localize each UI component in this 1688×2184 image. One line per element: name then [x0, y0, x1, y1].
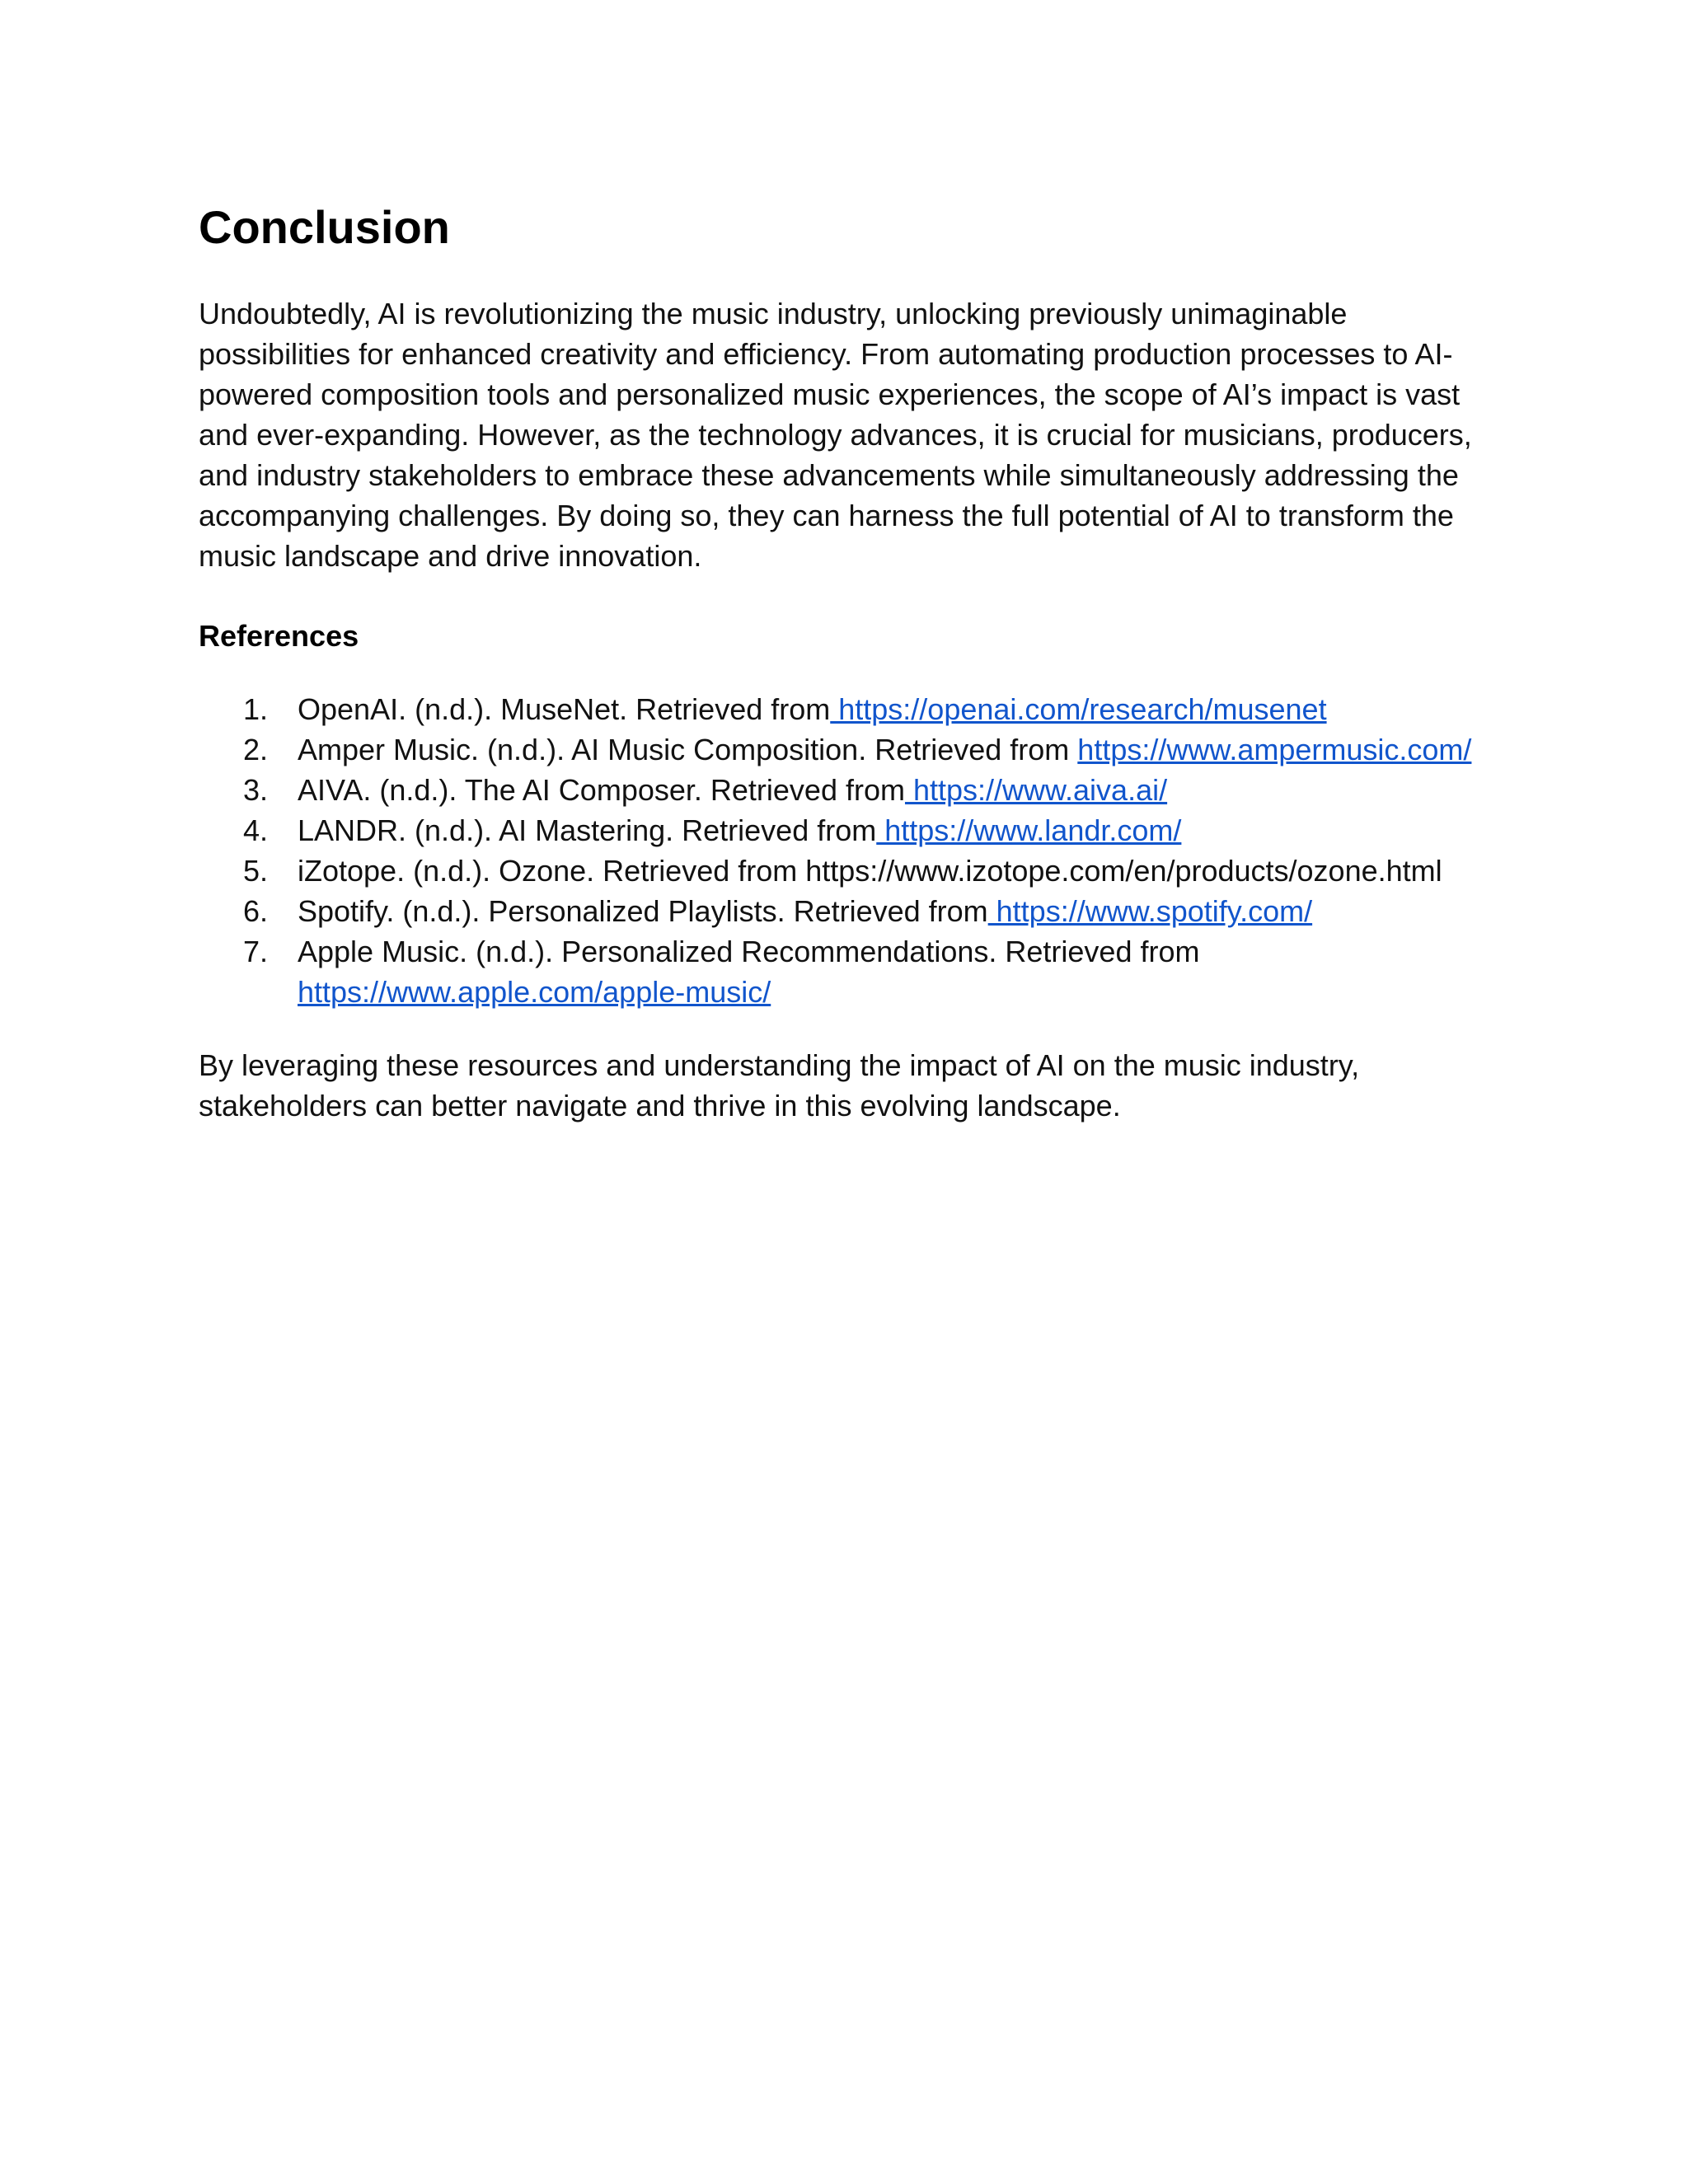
reference-number: 4.: [243, 813, 269, 847]
reference-number: 1.: [243, 692, 269, 726]
reference-text: OpenAI. (n.d.). MuseNet. Retrieved from: [298, 692, 831, 726]
reference-text: LANDR. (n.d.). AI Mastering. Retrieved from: [298, 813, 877, 847]
reference-text: Amper Music. (n.d.). AI Music Composition. Retrieved from: [298, 733, 1078, 766]
references-list: [199, 689, 1484, 1012]
document-body: [199, 188, 1484, 1126]
reference-number: 3.: [243, 773, 269, 807]
reference-number: 7.: [243, 935, 269, 968]
references-heading: References: [199, 619, 359, 653]
reference-item: [199, 810, 1484, 851]
reference-link[interactable]: https://www.apple.com/apple-music/: [298, 975, 771, 1009]
reference-link[interactable]: https://www.ampermusic.com/: [1077, 733, 1472, 766]
reference-text: Spotify. (n.d.). Personalized Playlists. Retrieved from: [298, 894, 988, 928]
reference-number: 6.: [243, 894, 269, 928]
reference-item: [199, 770, 1484, 810]
reference-number: 5.: [243, 854, 269, 888]
page-title: Conclusion: [199, 201, 450, 253]
intro-paragraph: Undoubtedly, AI is revolutionizing the music industry, unlocking previously unimaginable possibilities for enhanced creativity and efficiency. From automating production processes to AI-powered composition tools and personalized music experiences, the scope of AI’s impact is vast and ever-expanding. However, as the technology advances, it is crucial for musicians, producers, and industry stakeholders to embrace these advancements while simultaneously addressing the accompanying challenges. By doing so, they can harness the full potential of AI to transform the music landscape and drive innovation.: [199, 297, 1472, 573]
reference-item: [199, 851, 1484, 891]
reference-item: [199, 729, 1484, 770]
reference-number: 2.: [243, 733, 269, 766]
reference-text: iZotope. (n.d.). Ozone. Retrieved from https://www.izotope.com/en/products/ozone.html: [298, 854, 1442, 888]
reference-text: Apple Music. (n.d.). Personalized Recommendations. Retrieved from: [298, 935, 1200, 968]
reference-item: [199, 931, 1484, 1012]
reference-text: AIVA. (n.d.). The AI Composer. Retrieved from: [298, 773, 905, 807]
closing-paragraph: By leveraging these resources and understanding the impact of AI on the music industry, stakeholders can better navigate and thrive in this evolving landscape.: [199, 1048, 1360, 1122]
reference-link[interactable]: https://www.aiva.ai/: [904, 773, 1168, 807]
reference-item: [199, 689, 1484, 729]
reference-link[interactable]: https://www.landr.com/: [876, 813, 1182, 847]
reference-item: [199, 891, 1484, 931]
reference-link[interactable]: https://www.spotify.com/: [987, 894, 1313, 928]
reference-link[interactable]: https://openai.com/research/musenet: [830, 692, 1327, 726]
